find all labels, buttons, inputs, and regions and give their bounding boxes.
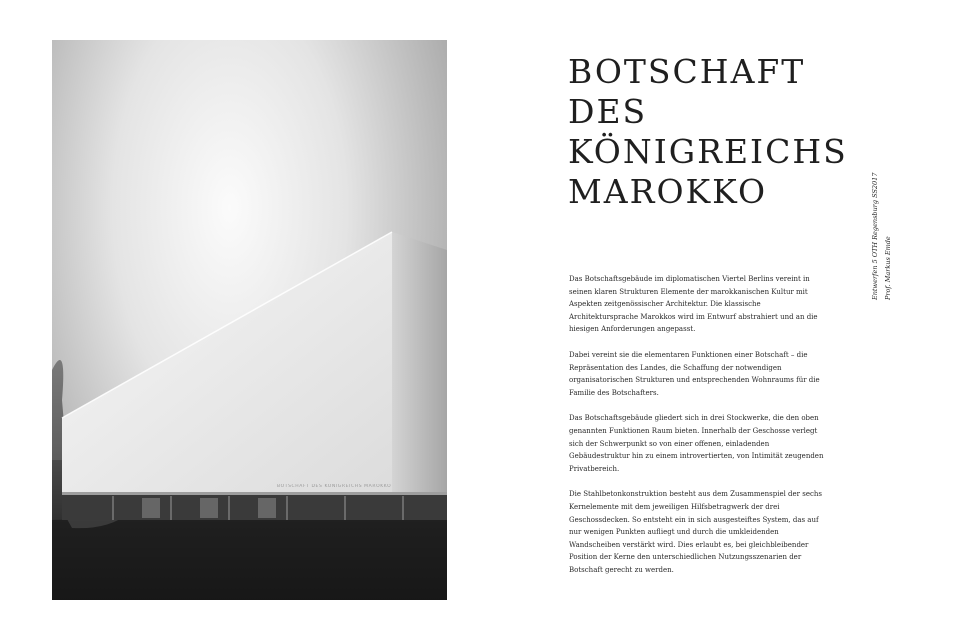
ground-floor-glazing bbox=[62, 492, 447, 520]
credits bbox=[869, 173, 895, 300]
paragraph: Das Botschaftsgebäude im diplomatischen Viertel Berlins vereint in seinen klaren Strukturen Elemente der marokkanischen Kultur mit Aspekten zeitgenössischer Architektur. Die klassische Architektursprache Marokkos wird im Entwurf abstrahiert und an die hiesigen Anforderungen angepasst. bbox=[569, 275, 818, 334]
paragraph: Die Stahlbetonkonstruktion besteht aus dem Zusammenspiel der sechs Kernelemente mit dem jeweiligen Hilfsbetragwerk der drei Geschossdecken. So entsteht ein in sich ausgesteiftes System, das auf nur wenigen Punkten aufliegt und durch die umkleidenden Wandscheiben verstärkt wird. Dies erlaubt es, bei gleichbleibender Position der Kerne den unterschiedlichen Nutzungsszenarien der Botschaft gerecht zu werden. bbox=[569, 490, 823, 574]
title-line-3: KÖNIGREICHS bbox=[568, 132, 848, 171]
credits-course: Entwerfen 5 OTH Regensburg SS2017 bbox=[871, 172, 879, 300]
slab-edge bbox=[62, 492, 447, 495]
building-inscription: BOTSCHAFT DES KÖNIGREICHS MAROKKO bbox=[277, 484, 392, 489]
title-line-4: MAROKKO bbox=[568, 172, 767, 211]
body-text bbox=[569, 273, 829, 589]
title-line-2: DES bbox=[568, 92, 648, 131]
building-facade bbox=[62, 232, 392, 492]
building-side bbox=[392, 232, 447, 492]
page-title bbox=[568, 52, 848, 212]
title-line-1: BOTSCHAFT bbox=[568, 52, 806, 91]
credits-professor: Prof. Markus Emde bbox=[884, 236, 892, 300]
building-photo bbox=[52, 40, 447, 600]
building-illustration bbox=[52, 40, 447, 600]
paragraph: Dabei vereint sie die elementaren Funktionen einer Botschaft – die Repräsentation des Landes, die Schaffung der notwendigen organisatorischen Strukturen und entsprechenden Wohnraums für die Familie des Botschafters. bbox=[569, 350, 820, 397]
ground-shadow bbox=[52, 510, 447, 600]
paragraph: Das Botschaftsgebäude gliedert sich in drei Stockwerke, die den oben genannten Funktionen Raum bieten. Innerhalb der Geschosse verlegt sich der Schwerpunkt so von einer offenen, einladenden Gebäudestruktur hin zu einem introvertierten, von Intimität zeugenden Privatbereich. bbox=[569, 414, 824, 473]
